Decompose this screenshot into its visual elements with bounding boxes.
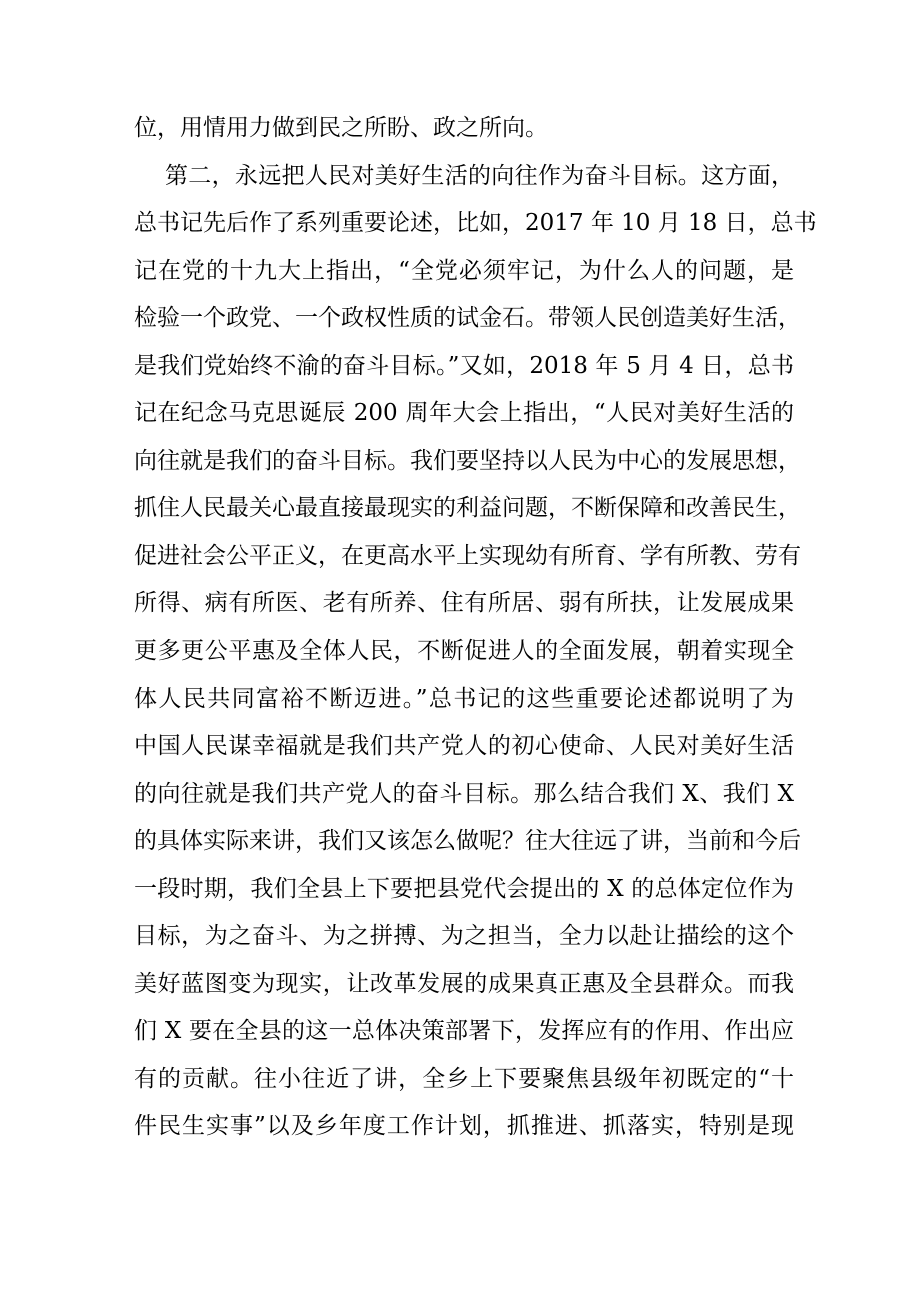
text-line: 是我们党始终不渝的奋斗目标。”又如，2018 年 5 月 4 日，总书 [134, 352, 794, 379]
text-line: 的向往就是我们共产党人的奋斗目标。那么结合我们 X、我们 X [134, 780, 794, 807]
text-line: 美好蓝图变为现实，让改革发展的成果真正惠及全县群众。而我 [134, 970, 794, 997]
text-line: 更多更公平惠及全体人民，不断促进人的全面发展，朝着实现全 [134, 638, 794, 665]
text-line: 记在纪念马克思诞辰 200 周年大会上指出，“人民对美好生活的 [134, 400, 794, 427]
text-line: 抓住人民最关心最直接最现实的利益问题，不断保障和改善民生， [134, 495, 801, 522]
text-line: 件民生实事”以及乡年度工作计划，抓推进、抓落实，特别是现 [134, 1113, 794, 1140]
text-line: 总书记先后作了系列重要论述，比如，2017 年 10 月 18 日，总书 [134, 210, 817, 237]
text-line: 目标，为之奋斗、为之拼搏、为之担当，全力以赴让描绘的这个 [134, 923, 794, 950]
text-line: 记在党的十九大上指出，“全党必须牢记，为什么人的问题，是 [134, 257, 794, 284]
body-text [134, 105, 817, 1151]
text-line: 所得、病有所医、老有所养、住有所居、弱有所扶，让发展成果 [134, 590, 794, 617]
text-line: 一段时期，我们全县上下要把县党代会提出的 X 的总体定位作为 [134, 875, 794, 902]
text-line: 们 X 要在全县的这一总体决策部署下，发挥应有的作用、作出应 [134, 1018, 794, 1045]
text-line: 有的贡献。往小往近了讲，全乡上下要聚焦县级年初既定的“十 [134, 1065, 794, 1092]
text-line: 检验一个政党、一个政权性质的试金石。带领人民创造美好生活， [134, 305, 801, 332]
text-line: 促进社会公平正义，在更高水平上实现幼有所育、学有所教、劳有 [134, 542, 801, 569]
text-line: 第二，永远把人民对美好生活的向往作为奋斗目标。这方面， [165, 162, 794, 189]
text-line: 中国人民谋幸福就是我们共产党人的初心使命、人民对美好生活 [134, 733, 794, 760]
text-line: 的具体实际来讲，我们又该怎么做呢？往大往远了讲，当前和今后 [134, 828, 801, 855]
text-line: 体人民共同富裕不断迈进。”总书记的这些重要论述都说明了为 [134, 685, 794, 712]
text-line: 位，用情用力做到民之所盼、政之所向。 [134, 115, 548, 141]
text-line: 向往就是我们的奋斗目标。我们要坚持以人民为中心的发展思想， [134, 447, 801, 474]
